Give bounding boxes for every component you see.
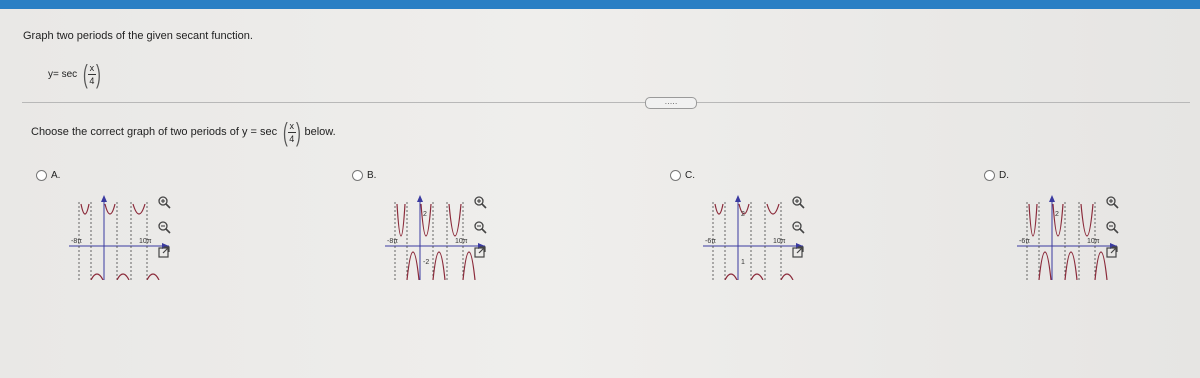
tick-left: -8π (71, 238, 83, 245)
radio-button[interactable] (36, 170, 47, 181)
choose-suffix: below. (304, 126, 336, 138)
zoom-in-icon[interactable] (472, 194, 488, 210)
fraction-numerator: x (89, 62, 95, 73)
answer-option-a[interactable] (36, 170, 266, 270)
answer-option-d[interactable] (984, 170, 1200, 270)
fraction-numerator: x (289, 120, 295, 131)
tick-right: 10π (773, 238, 786, 245)
popout-icon[interactable] (472, 244, 488, 260)
y-label-lower: -2 (423, 259, 430, 266)
option-letter: A. (51, 170, 61, 181)
fraction-denominator: 4 (89, 75, 95, 86)
y-label-upper: 2 (1055, 211, 1059, 218)
graph-tools (156, 194, 174, 269)
answer-option-c[interactable] (670, 170, 900, 270)
graph-tools (1104, 194, 1122, 269)
equation-argument: ( $\frac{x}{4}$ ) (83, 59, 101, 89)
zoom-out-icon[interactable] (472, 219, 488, 235)
zoom-in-icon[interactable] (790, 194, 806, 210)
equation-lhs: y= sec (48, 68, 78, 80)
y-label-upper: 2 (741, 211, 745, 218)
popout-icon[interactable] (790, 244, 806, 260)
graph-tools (472, 194, 490, 269)
zoom-out-icon[interactable] (156, 219, 172, 235)
zoom-out-icon[interactable] (790, 219, 806, 235)
option-label[interactable] (36, 170, 60, 181)
show-more-button[interactable]: ..... (645, 97, 697, 109)
tick-left: -6π (1019, 238, 1031, 245)
zoom-in-icon[interactable] (1104, 194, 1120, 210)
zoom-out-icon[interactable] (1104, 219, 1120, 235)
option-label[interactable] (670, 170, 695, 181)
y-label-upper: 2 (423, 211, 427, 218)
tick-right: 10π (455, 238, 468, 245)
zoom-in-icon[interactable] (156, 194, 172, 210)
option-label[interactable] (984, 170, 1009, 181)
section-divider (22, 102, 1190, 103)
graph-tools (790, 194, 808, 269)
option-label[interactable] (352, 170, 376, 181)
answer-option-b[interactable] (352, 170, 582, 270)
option-letter: D. (999, 170, 1009, 181)
choose-instruction (31, 119, 336, 145)
question-panel (0, 9, 1200, 378)
choose-argument: ( $\frac{x}{4}$ ) (283, 117, 301, 147)
radio-button[interactable] (984, 170, 995, 181)
option-letter: C. (685, 170, 695, 181)
option-letter: B. (367, 170, 377, 181)
given-equation (48, 61, 103, 87)
tick-left: -6π (705, 238, 717, 245)
radio-button[interactable] (670, 170, 681, 181)
top-bar (0, 0, 1200, 9)
fraction-denominator: 4 (289, 133, 295, 144)
tick-right: 10π (1087, 238, 1100, 245)
question-prompt: Graph two periods of the given secant function. (23, 30, 253, 42)
y-label-lower: 1 (741, 259, 745, 266)
popout-icon[interactable] (1104, 244, 1120, 260)
tick-left: -8π (387, 238, 399, 245)
radio-button[interactable] (352, 170, 363, 181)
popout-icon[interactable] (156, 244, 172, 260)
tick-right: 10π (139, 238, 152, 245)
choose-prefix: Choose the correct graph of two periods of y = sec (31, 126, 278, 138)
